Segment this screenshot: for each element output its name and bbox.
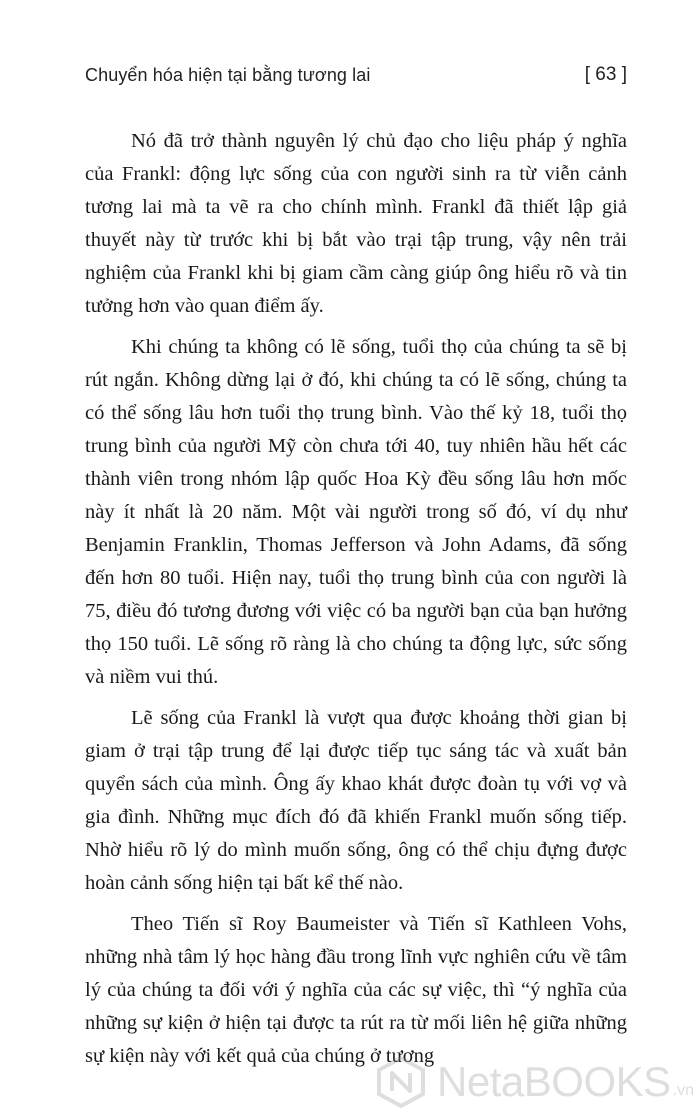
watermark-brand: NetaBOOKS [437,1058,671,1105]
netabooks-logo-icon [375,1056,427,1108]
paragraph-3: Lẽ sống của Frankl là vượt qua được khoảng thời gian bị giam ở trại tập trung để lại được tiếp tục sáng tác và xuất bản quyển sách của mình. Ông ấy khao khát được đoàn tụ với vợ và gia đình. Những mục đích đó đã khiến Frankl muốn sống tiếp. Nhờ hiểu rõ lý do mình muốn sống, ông có thể chịu đựng được hoàn cảnh sống hiện tại bất kể thế nào. [85,707,627,894]
paragraph-1: Nó đã trở thành nguyên lý chủ đạo cho liệu pháp ý nghĩa của Frankl: động lực sống của con người sinh ra từ viễn cảnh tương lai mà ta vẽ ra cho chính mình. Frankl đã thiết lập giả thuyết này từ trước khi bị bắt vào trại tập trung, vậy nên trải nghiệm của Frankl khi bị giam cầm càng giúp ông hiểu rõ và tin tưởng hơn vào quan điểm ấy. [85,130,627,317]
running-title: Chuyển hóa hiện tại bằng tương lai [85,64,371,85]
running-header [85,60,627,90]
paragraph-4: Theo Tiến sĩ Roy Baumeister và Tiến sĩ Kathleen Vohs, những nhà tâm lý học hàng đầu trong lĩnh vực nghiên cứu về tâm lý của chúng ta đối với ý nghĩa của các sự việc, thì “ý nghĩa của những sự kiện ở hiện tại được ta rút ra từ mối liên hệ giữa những sự kiện này với kết quả của chúng ở tương [85,913,627,1067]
watermark-suffix: .vn [672,1082,694,1099]
page-number: [ 63 ] [584,64,627,85]
paragraph-2: Khi chúng ta không có lẽ sống, tuổi thọ của chúng ta sẽ bị rút ngắn. Không dừng lại ở đó, khi chúng ta có lẽ sống, chúng ta có thể sống lâu hơn tuổi thọ trung bình. Vào thế kỷ 18, tuổi thọ trung bình của người Mỹ còn chưa tới 40, tuy nhiên hầu hết các thành viên trong nhóm lập quốc Hoa Kỳ đều sống lâu hơn mốc này ít nhất là 20 năm. Một vài người trong số đó, ví dụ như Benjamin Franklin, Thomas Jefferson và John Adams, đã sống đến hơn 80 tuổi. Hiện nay, tuổi thọ trung bình của con người là 75, điều đó tương đương với việc có ba người bạn của bạn hưởng thọ 150 tuổi. Lẽ sống rõ ràng là cho chúng ta động lực, sức sống và niềm vui thú. [85,336,627,688]
body-text [85,125,627,1081]
watermark [375,1056,694,1108]
